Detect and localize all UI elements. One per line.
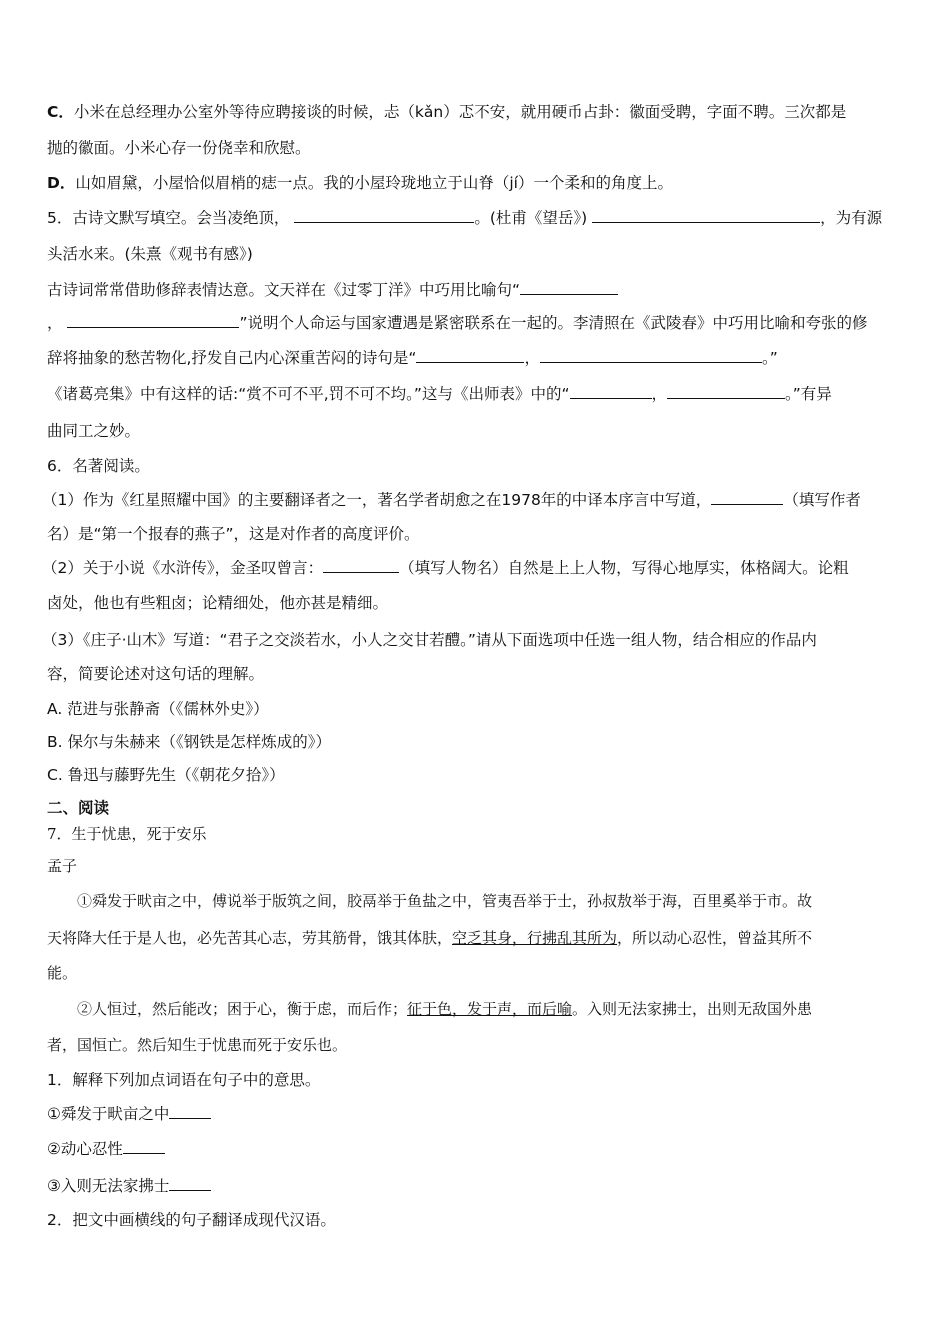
q7-para1-line1: ①舜发于畎亩之中，傅说举于版筑之间，胶鬲举于鱼盐之中，管夷吾举于士，孙叔敖举于海，百里奚举于市。故 (77, 892, 813, 910)
text: ③入则无法家拂士 (47, 1177, 170, 1195)
answer-blank[interactable] (540, 348, 762, 363)
answer-blank[interactable] (169, 1176, 211, 1191)
q6-option-a: A. 范进与张静斋（《儒林外史》） (47, 700, 269, 718)
q5-line2: 头活水来。(朱熹《观书有感》) (47, 245, 253, 263)
text: ， (651, 385, 668, 403)
text: 。” (761, 349, 778, 367)
q6-title: 6．名著阅读。 (47, 457, 150, 475)
q7-para2-line2: 者，国恒亡。然后知生于忧患而死于安乐也。 (47, 1036, 348, 1054)
text: 《诸葛亮集》中有这样的话:“赏不可不平,罚不可不均。”这与《出师表》中的“ (47, 385, 570, 403)
answer-blank[interactable] (592, 208, 820, 223)
text: （填写人物名）自然是上上人物，写得心地厚实，体格阔大。论粗 (399, 559, 849, 577)
q7-sub1: 1．解释下列加点词语在句子中的意思。 (47, 1071, 321, 1089)
q5-line3 (47, 280, 618, 300)
q7-title: 7．生于忧患，死于安乐 (47, 825, 207, 843)
q6-option-c: C. 鲁迅与藤野先生（《朝花夕拾》） (47, 766, 285, 784)
q6-p3-line1: （3）《庄子·山木》写道：“君子之交淡若水，小人之交甘若醴。”请从下面选项中任选一组人物，结合相应的作品内 (42, 631, 817, 649)
answer-blank[interactable] (123, 1139, 165, 1154)
q6-option-b: B. 保尔与朱赫来（《钢铁是怎样炼成的》） (47, 733, 331, 751)
answer-blank[interactable] (667, 384, 785, 399)
text: （2）关于小说《水浒传》，金圣叹曾言： (42, 559, 324, 577)
q5-line5 (47, 348, 778, 368)
option-text: 山如眉黛，小屋恰似眉梢的痣一点。我的小屋玲珑地立于山脊（jí）一个柔和的角度上。 (75, 174, 673, 192)
q5-line7: 曲同工之妙。 (47, 422, 141, 440)
text: 。(杜甫《望岳》) (474, 209, 588, 227)
q6-p1-line1 (42, 490, 861, 510)
text: 5．古诗文默写填空。会当凌绝顶， (47, 209, 290, 227)
text: ，为有源 (820, 209, 883, 227)
text: 。入则无法家拂士，出则无敌国外患 (572, 1000, 813, 1018)
q7-para1-line3: 能。 (47, 964, 78, 982)
option-label: C． (47, 103, 74, 121)
text: ， (47, 314, 63, 332)
q6-p2-line1 (42, 558, 849, 578)
underlined-sentence: 征于色，发于声，而后喻 (407, 1000, 573, 1018)
q7-sub2: 2．把文中画横线的句子翻译成现代汉语。 (47, 1211, 336, 1229)
option-text: 小米在总经理办公室外等待应聘接谈的时候，忐（kǎn）忑不安，就用硬币占卦：徽面受聘，字面不聘。三次都是 (73, 103, 847, 121)
q7-author: 孟子 (47, 857, 78, 875)
answer-blank[interactable] (520, 280, 618, 295)
q6-p1-line2: 名）是“第一个报春的燕子”，这是对作者的高度评价。 (47, 525, 420, 543)
q5-line1 (47, 208, 882, 228)
text: 辞将抽象的愁苦物化,抒发自己内心深重苦闷的诗句是“ (47, 349, 417, 367)
text: ②动心忍性 (47, 1140, 123, 1158)
text: 古诗词常常借助修辞表情达意。文天祥在《过零丁洋》中巧用比喻句“ (47, 281, 521, 299)
text: 。”有异 (785, 385, 832, 403)
option-label: D． (47, 174, 76, 192)
answer-blank[interactable] (416, 348, 524, 363)
q4-option-c-line2: 抛的徽面。小米心存一份侥幸和欣慰。 (47, 139, 311, 157)
q7-para2-line1 (77, 999, 812, 1019)
q7-sub1-item (47, 1104, 211, 1124)
answer-blank[interactable] (570, 384, 652, 399)
section-title: 二、阅读 (47, 799, 110, 817)
q7-para1-line2 (47, 928, 812, 948)
text: ①舜发于畎亩之中 (47, 1105, 170, 1123)
text: 天将降大任于是人也，必先苦其心志，劳其筋骨，饿其体肤， (47, 929, 453, 947)
text: （填写作者 (783, 491, 861, 509)
underlined-sentence: 空乏其身，行拂乱其所为 (452, 929, 618, 947)
q5-line6 (47, 384, 832, 404)
text: （1）作为《红星照耀中国》的主要翻译者之一，著名学者胡愈之在1978年的中译本序言中写道， (42, 491, 712, 509)
text: ”说明个人命运与国家遭遇是紧密联系在一起的。李清照在《武陵春》中巧用比喻和夸张的修 (239, 314, 868, 332)
answer-blank[interactable] (323, 558, 399, 573)
text: ， (524, 349, 540, 367)
answer-blank[interactable] (711, 490, 783, 505)
text: ②人恒过，然后能改；困于心，衡于虑，而后作； (77, 1000, 408, 1018)
q7-sub1-item (47, 1139, 165, 1159)
answer-blank[interactable] (67, 313, 239, 328)
answer-blank[interactable] (294, 208, 474, 223)
text: ，所以动心忍性，曾益其所不 (617, 929, 813, 947)
q7-sub1-item (47, 1176, 211, 1196)
q4-option-c-line1 (47, 102, 846, 122)
q6-p3-line2: 容，简要论述对这句话的理解。 (47, 665, 265, 683)
q5-line4 (47, 313, 868, 333)
q6-p2-line2: 卤处，他也有些粗卤；论精细处，他亦甚是精细。 (47, 594, 389, 612)
q4-option-d (47, 173, 673, 193)
answer-blank[interactable] (169, 1104, 211, 1119)
